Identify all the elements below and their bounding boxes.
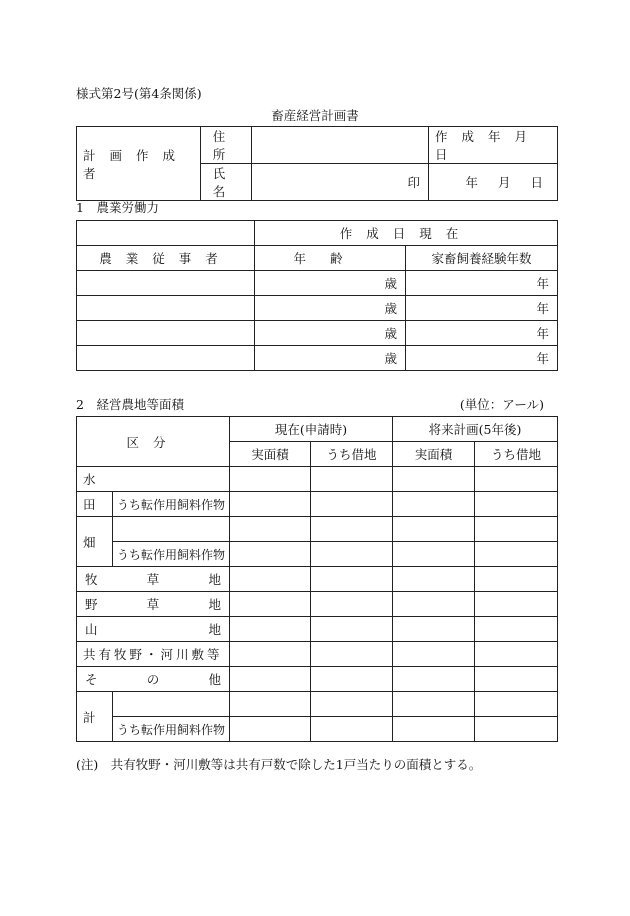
form-label: 様式第2号(第4条関係) [76,86,202,101]
area-field[interactable] [311,592,393,617]
area-field[interactable] [475,492,558,517]
seal-mark: 印 [407,175,420,190]
worker-field[interactable] [77,271,255,296]
forest-row [77,617,558,642]
worker-field[interactable] [77,346,255,371]
planner-label: 計画作成者 [77,127,201,201]
area-field[interactable] [393,642,475,667]
area-field[interactable] [230,542,311,567]
area-field[interactable] [393,617,475,642]
current-leased-header: うち借地 [311,442,393,467]
labor-blank-cell [77,221,255,246]
area-field[interactable] [393,492,475,517]
labor-row [77,271,558,296]
area-field[interactable] [475,617,558,642]
experience-header: 家畜飼養経験年数 [406,246,558,271]
area-field[interactable] [230,717,311,742]
area-field[interactable] [475,717,558,742]
area-field[interactable] [393,667,475,692]
age-header: 年齢 [255,246,406,271]
paddy-feed-row [77,492,558,517]
area-field[interactable] [311,642,393,667]
future-actual-header: 実面積 [393,442,475,467]
section2-title: 2 経営農地等面積 [76,397,184,412]
unit-label: (単位：アール) [459,397,544,412]
other-row [77,667,558,692]
area-field[interactable] [311,617,393,642]
wild-grass-row [77,592,558,617]
field-feed-label: うち転作用飼料作物 [113,542,230,567]
address-field[interactable] [252,127,429,164]
paddy-label-bottom: 田 [77,492,113,517]
footnote: (注) 共有牧野・河川敷等は共有戸数で除した1戸当たりの面積とする。 [76,757,482,772]
worker-field[interactable] [77,321,255,346]
area-field[interactable] [311,542,393,567]
area-field[interactable] [311,567,393,592]
year-unit: 年 [536,301,550,316]
land-table [76,416,558,742]
area-field[interactable] [475,667,558,692]
area-field[interactable] [475,692,558,717]
paddy-row [77,467,558,492]
worker-field[interactable] [77,296,255,321]
labor-row [77,321,558,346]
age-unit: 歳 [384,301,397,316]
paddy-feed-label: うち転作用飼料作物 [113,492,230,517]
forest-label: 山 地 [77,617,230,642]
age-field[interactable] [255,346,406,371]
area-field[interactable] [230,467,311,492]
year-label: 年 [465,175,478,190]
area-field[interactable] [230,667,311,692]
name-field[interactable] [252,164,429,201]
area-field[interactable] [475,642,558,667]
age-field[interactable] [255,296,406,321]
day-label: 日 [530,175,543,190]
name-label: 氏名 [201,164,252,201]
future-leased-header: うち借地 [475,442,558,467]
address-label: 住所 [201,127,252,164]
area-field[interactable] [393,467,475,492]
area-field[interactable] [393,567,475,592]
total-label: 計 [77,692,113,742]
area-field[interactable] [393,692,475,717]
month-label: 月 [497,175,511,190]
area-field[interactable] [475,517,558,542]
area-field[interactable] [311,692,393,717]
age-field[interactable] [255,271,406,296]
area-field[interactable] [475,592,558,617]
field-row [77,517,558,542]
age-unit: 歳 [384,276,397,291]
area-field[interactable] [393,592,475,617]
experience-field[interactable] [406,271,558,296]
pasture-row [77,567,558,592]
other-label: そ の 他 [77,667,230,692]
labor-row [77,296,558,321]
age-field[interactable] [255,321,406,346]
area-field[interactable] [311,717,393,742]
common-row [77,642,558,667]
experience-field[interactable] [406,321,558,346]
total-feed-row [77,717,558,742]
category-header: 区分 [77,417,230,467]
as-of-header: 作成日現在 [255,221,558,246]
labor-table [76,220,558,371]
future-header: 将来計画(5年後) [393,417,558,442]
section1-title: 1 農業労働力 [76,200,159,215]
total-feed-label: うち転作用飼料作物 [113,717,230,742]
total-row [77,692,558,717]
creation-date-label: 作成年月日 [429,127,558,164]
field-label: 畑 [77,517,113,567]
labor-row [77,346,558,371]
area-field[interactable] [311,667,393,692]
year-unit: 年 [536,351,550,366]
current-header: 現在(申請時) [230,417,393,442]
area-field[interactable] [230,492,311,517]
paddy-label-top: 水 [83,472,96,487]
current-actual-header: 実面積 [230,442,311,467]
year-unit: 年 [536,276,550,291]
age-unit: 歳 [384,351,397,366]
area-field[interactable] [393,517,475,542]
area-field[interactable] [393,542,475,567]
worker-header: 農業従事者 [77,246,255,271]
year-unit: 年 [536,326,550,341]
creation-date-field[interactable] [429,164,558,201]
area-field[interactable] [393,717,475,742]
age-unit: 歳 [384,326,397,341]
area-field[interactable] [475,567,558,592]
area-field[interactable] [230,692,311,717]
area-field[interactable] [311,467,393,492]
area-field[interactable] [230,567,311,592]
common-label: 共有牧野・河川敷等 [77,642,230,667]
area-field[interactable] [230,517,311,542]
field-blank [113,517,230,542]
experience-field[interactable] [406,346,558,371]
wild-grass-label: 野 草 地 [77,592,230,617]
area-field[interactable] [311,517,393,542]
area-field[interactable] [230,592,311,617]
field-feed-row [77,542,558,567]
area-field[interactable] [311,492,393,517]
document-title: 畜産経営計画書 [271,108,359,123]
planner-table [76,126,558,201]
area-field[interactable] [475,542,558,567]
area-field[interactable] [475,467,558,492]
pasture-label: 牧 草 地 [77,567,230,592]
area-field[interactable] [230,617,311,642]
area-field[interactable] [230,642,311,667]
paddy-label-cell [77,467,230,492]
experience-field[interactable] [406,296,558,321]
total-blank [113,692,230,717]
